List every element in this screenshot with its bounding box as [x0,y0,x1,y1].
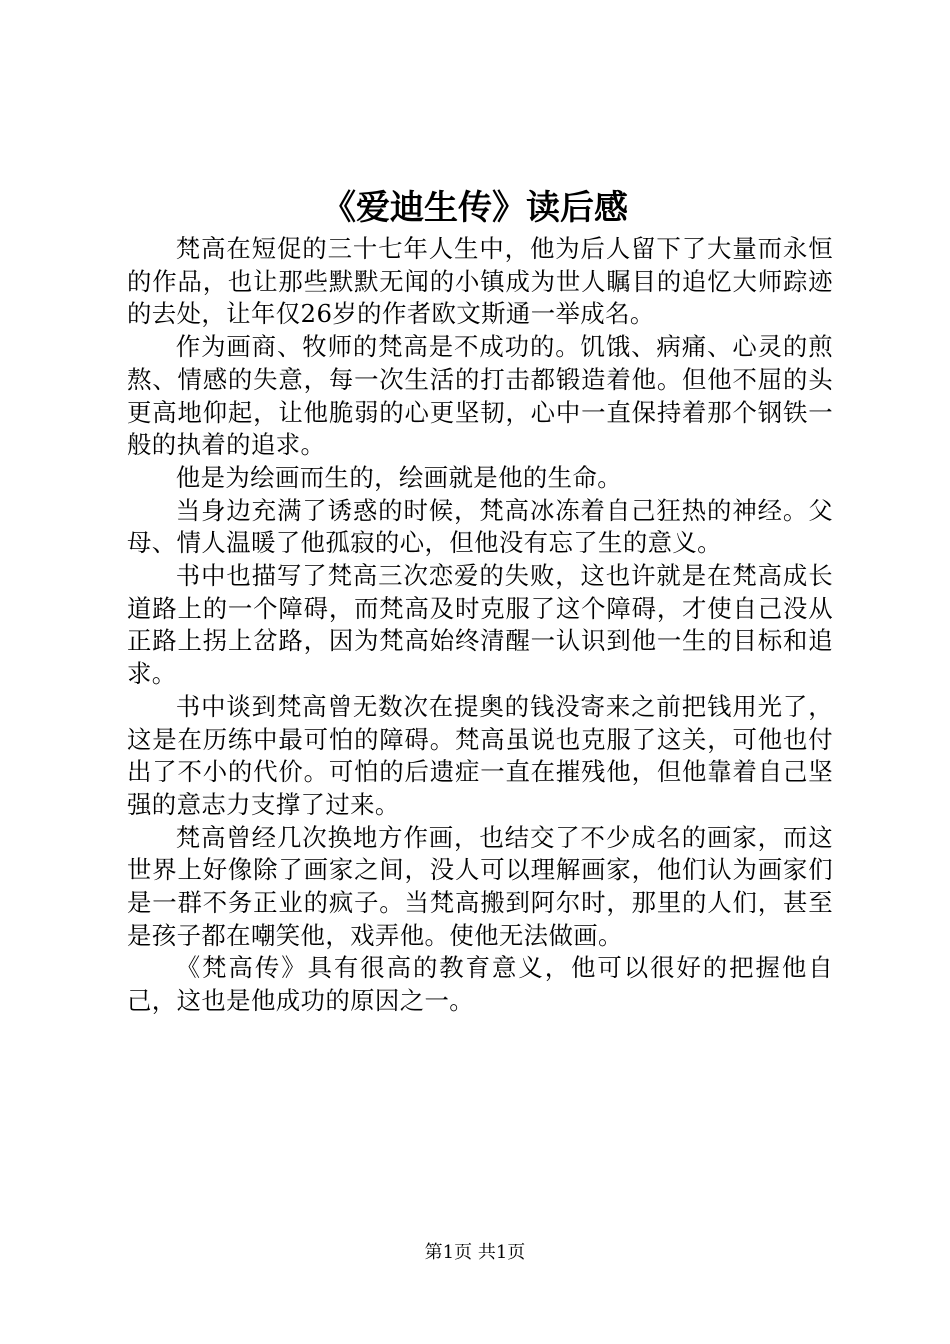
paragraph: 作为画商、牧师的梵高是不成功的。饥饿、病痛、心灵的煎熬、情感的失意，每一次生活的打击都锻造着他。但他不屈的头更高地仰起，让他脆弱的心更坚韧，心中一直保持着那个钢铁一般的执着的追求。 [127,332,833,460]
paragraph: 梵高曾经几次换地方作画，也结交了不少成名的画家，而这世界上好像除了画家之间，没人可以理解画家，他们认为画家们是一群不务正业的疯子。当梵高搬到阿尔时，那里的人们，甚至是孩子都在嘲笑他，戏弄他。使他无法做画。 [127,822,833,950]
paragraph: 《梵高传》具有很高的教育意义，他可以很好的把握他自己，这也是他成功的原因之一。 [127,953,833,1016]
paragraph: 他是为绘画而生的，绘画就是他的生命。 [175,462,623,492]
document-body [127,233,833,1018]
document-title: 《爱迪生传》读后感 [322,188,628,228]
page-footer: 第1页 共1页 [424,1242,526,1263]
paragraph: 书中谈到梵高曾无数次在提奥的钱没寄来之前把钱用光了，这是在历练中最可怕的障碍。梵高虽说也克服了这关，可他也付出了不小的代价。可怕的后遗症一直在摧残他，但他靠着自己坚强的意志力支撑了过来。 [127,691,833,819]
paragraph: 当身边充满了诱惑的时候，梵高冰冻着自己狂热的神经。父母、情人温暖了他孤寂的心，但他没有忘了生的意义。 [127,495,833,558]
paragraph: 书中也描写了梵高三次恋爱的失败，这也许就是在梵高成长道路上的一个障碍，而梵高及时克服了这个障碍，才使自己没从正路上拐上岔路，因为梵高始终清醒一认识到他一生的目标和追求。 [127,561,833,689]
paragraph: 梵高在短促的三十七年人生中，他为后人留下了大量而永恒的作品，也让那些默默无闻的小镇成为世人瞩目的追忆大师踪迹的去处，让年仅26岁的作者欧文斯通一举成名。 [127,234,833,329]
